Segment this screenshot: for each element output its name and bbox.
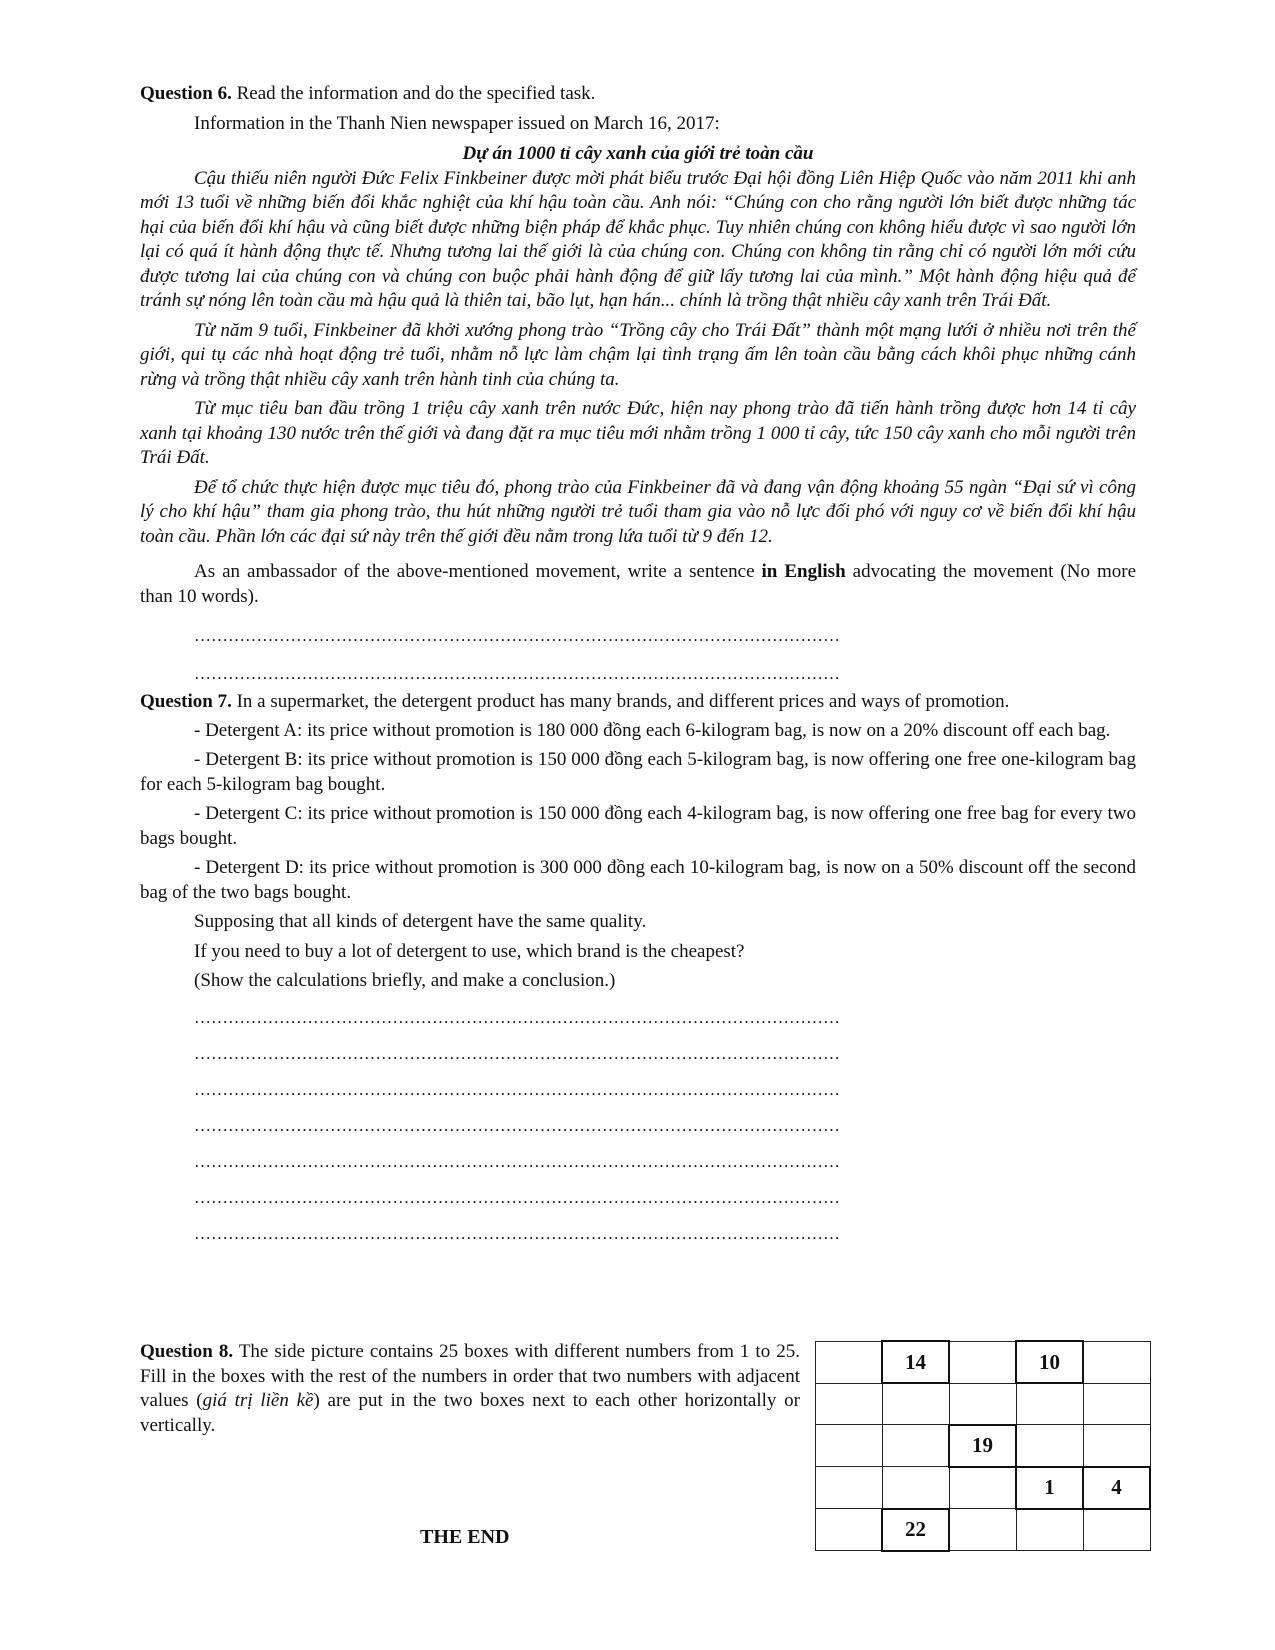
- grid-cell-given: 4: [1083, 1467, 1150, 1509]
- answer-line[interactable]: ……………………………………………………………………………………………………: [194, 664, 840, 683]
- question-8-text: [140, 1340, 800, 1438]
- question-7-prompt: In a supermarket, the detergent product has many brands, and different prices and ways of promotion.: [231, 691, 1010, 712]
- grid-cell-empty[interactable]: [1083, 1383, 1150, 1425]
- question-6-heading: [140, 82, 1136, 107]
- article-paragraph: Để tổ chức thực hiện được mục tiêu đó, phong trào của Finkbeiner đã và đang vận động khoảng 55 ngàn “Đại sứ vì công lý cho khí hậu” tham gia phong trào, thu hút những người trẻ tuổi tham gia vào nỗ lực đối phó với nguy cơ về biến đổi khí hậu toàn cầu. Phần lớn các đại sứ này trên thế giới đều nằm trong lứa tuổi từ 9 đến 12.: [140, 476, 1136, 547]
- question-7-assumption: Supposing that all kinds of detergent have the same quality.: [194, 911, 647, 932]
- detergent-option-b: - Detergent B: its price without promotion is 150 000 đồng each 5-kilogram bag, is now offering one free one-kilogram bag for each 5-kilogram bag bought.: [140, 749, 1136, 795]
- question-8-italic-term: giá trị liền kề: [202, 1390, 314, 1411]
- answer-line[interactable]: ……………………………………………………………………………………………………: [194, 1115, 840, 1135]
- article-paragraph: Cậu thiếu niên người Đức Felix Finkbeiner được mời phát biểu trước Đại hội đồng Liên Hiệp Quốc vào năm 2011 khi anh mới 13 tuổi về những biến đổi khắc nghiệt của khí hậu toàn cầu. Anh nói: “Chúng con cho rằng người lớn biết được những tác hại của biến đổi khí hậu và cũng biết được những biện pháp để khắc phục. Tuy nhiên chúng con không hiểu được vì sao người lớn lại có quá ít hành động thực tế. Nhưng tương lai thế giới là của chúng con. Chúng con không tin rằng chỉ có người lớn mới cứu được tương lai của chúng con và chúng con buộc phải hành động để giữ lấy tương lai của mình.” Một hành động hiệu quả để tránh sự nóng lên toàn cầu mà hậu quả là thiên tai, bão lụt, hạn hán... chính là trồng thật nhiều cây xanh trên Trái Đất.: [140, 167, 1136, 311]
- detergent-option-c: - Detergent C: its price without promotion is 150 000 đồng each 4-kilogram bag, is now offering one free bag for every two bags bought.: [140, 803, 1136, 849]
- question-6-task: [140, 560, 1136, 609]
- grid-row: [816, 1425, 1151, 1467]
- the-end: THE END: [420, 1526, 510, 1548]
- grid-cell-given: 1: [1016, 1467, 1083, 1509]
- article-paragraph: Từ năm 9 tuổi, Finkbeiner đã khởi xướng phong trào “Trồng cây cho Trái Đất” thành một mạng lưới ở nhiều nơi trên thế giới, qui tụ các nhà hoạt động trẻ tuổi, nhằm nỗ lực làm chậm lại tình trạng ấm lên toàn cầu bằng cách khôi phục những cánh rừng và trồng thật nhiều cây xanh trên hành tinh của chúng ta.: [140, 319, 1136, 390]
- answer-line[interactable]: ……………………………………………………………………………………………………: [194, 1223, 840, 1243]
- grid-row: [816, 1383, 1151, 1425]
- grid-cell-empty[interactable]: [949, 1341, 1016, 1383]
- grid-cell-given: 22: [882, 1509, 949, 1551]
- grid-cell-empty[interactable]: [1083, 1341, 1150, 1383]
- article-paragraph: Từ mục tiêu ban đầu trồng 1 triệu cây xanh trên nước Đức, hiện nay phong trào đã tiến hành trồng được hơn 14 tỉ cây xanh tại khoảng 130 nước trên thế giới và đang đặt ra mục tiêu mới nhằm trồng 1 000 tỉ cây, tức 150 cây xanh cho mỗi người trên Trái Đất.: [140, 398, 1136, 468]
- grid-cell-empty[interactable]: [882, 1467, 949, 1509]
- grid-cell-empty[interactable]: [949, 1509, 1016, 1551]
- grid-cell-empty[interactable]: [816, 1467, 883, 1509]
- answer-line[interactable]: ……………………………………………………………………………………………………: [194, 1151, 840, 1171]
- answer-line[interactable]: ……………………………………………………………………………………………………: [194, 1187, 840, 1207]
- grid-cell-empty[interactable]: [1083, 1425, 1150, 1467]
- grid-row: [816, 1341, 1151, 1383]
- article-title: Dự án 1000 tỉ cây xanh của giới trẻ toàn cầu: [462, 143, 814, 164]
- task-text-after: advocating the movement (No more than 10 words).: [140, 561, 1137, 607]
- grid-cell-empty[interactable]: [949, 1467, 1016, 1509]
- grid-cell-empty[interactable]: [1016, 1425, 1083, 1467]
- question-7-label: Question 7.: [140, 691, 232, 712]
- question-8-text-after: ) are put in the two boxes next to each other horizontally or vertically.: [140, 1390, 800, 1436]
- answer-line[interactable]: ……………………………………………………………………………………………………: [194, 1043, 840, 1063]
- question-7-heading: [140, 690, 1136, 715]
- question-7-question: If you need to buy a lot of detergent to use, which brand is the cheapest?: [194, 940, 745, 962]
- grid-cell-given: 19: [949, 1425, 1016, 1467]
- grid-cell-given: 14: [882, 1341, 949, 1383]
- grid-cell-empty[interactable]: [816, 1383, 883, 1425]
- grid-cell-empty[interactable]: [882, 1383, 949, 1425]
- number-grid-body: [816, 1341, 1151, 1551]
- detergent-option-d: - Detergent D: its price without promotion is 300 000 đồng each 10-kilogram bag, is now on a 50% discount off the second bag of the two bags bought.: [140, 857, 1136, 903]
- grid-row: [816, 1509, 1151, 1551]
- number-grid: [815, 1340, 1151, 1552]
- task-text-before: As an ambassador of the above-mentioned movement, write a sentence: [194, 561, 762, 582]
- grid-cell-empty[interactable]: [949, 1383, 1016, 1425]
- grid-cell-empty[interactable]: [1016, 1509, 1083, 1551]
- grid-cell-empty[interactable]: [816, 1341, 883, 1383]
- article-source: Information in the Thanh Nien newspaper issued on March 16, 2017:: [194, 112, 720, 134]
- task-text-bold: in English: [761, 561, 846, 582]
- question-6-label: Question 6.: [140, 83, 232, 104]
- answer-line[interactable]: ……………………………………………………………………………………………………: [194, 626, 840, 645]
- question-8-text-before: The side picture contains 25 boxes with different numbers from 1 to 25. Fill in the boxes with the rest of the numbers in order that two numbers with adjacent values (: [140, 1341, 800, 1411]
- detergent-option-a: - Detergent A: its price without promotion is 180 000 đồng each 6-kilogram bag, is now on a 20% discount off each bag.: [194, 719, 1111, 741]
- answer-line[interactable]: ……………………………………………………………………………………………………: [194, 1079, 840, 1099]
- grid-cell-empty[interactable]: [816, 1509, 883, 1551]
- answer-line[interactable]: ……………………………………………………………………………………………………: [194, 1007, 840, 1027]
- question-8-label: Question 8.: [140, 1341, 234, 1362]
- question-7-instruction: (Show the calculations briefly, and make a conclusion.): [194, 970, 616, 991]
- grid-row: [816, 1467, 1151, 1509]
- grid-cell-empty[interactable]: [882, 1425, 949, 1467]
- question-6-prompt: Read the information and do the specified task.: [231, 83, 596, 104]
- grid-cell-given: 10: [1016, 1341, 1083, 1383]
- grid-cell-empty[interactable]: [816, 1425, 883, 1467]
- grid-cell-empty[interactable]: [1083, 1509, 1150, 1551]
- grid-cell-empty[interactable]: [1016, 1383, 1083, 1425]
- question-6-section: [140, 82, 1136, 1246]
